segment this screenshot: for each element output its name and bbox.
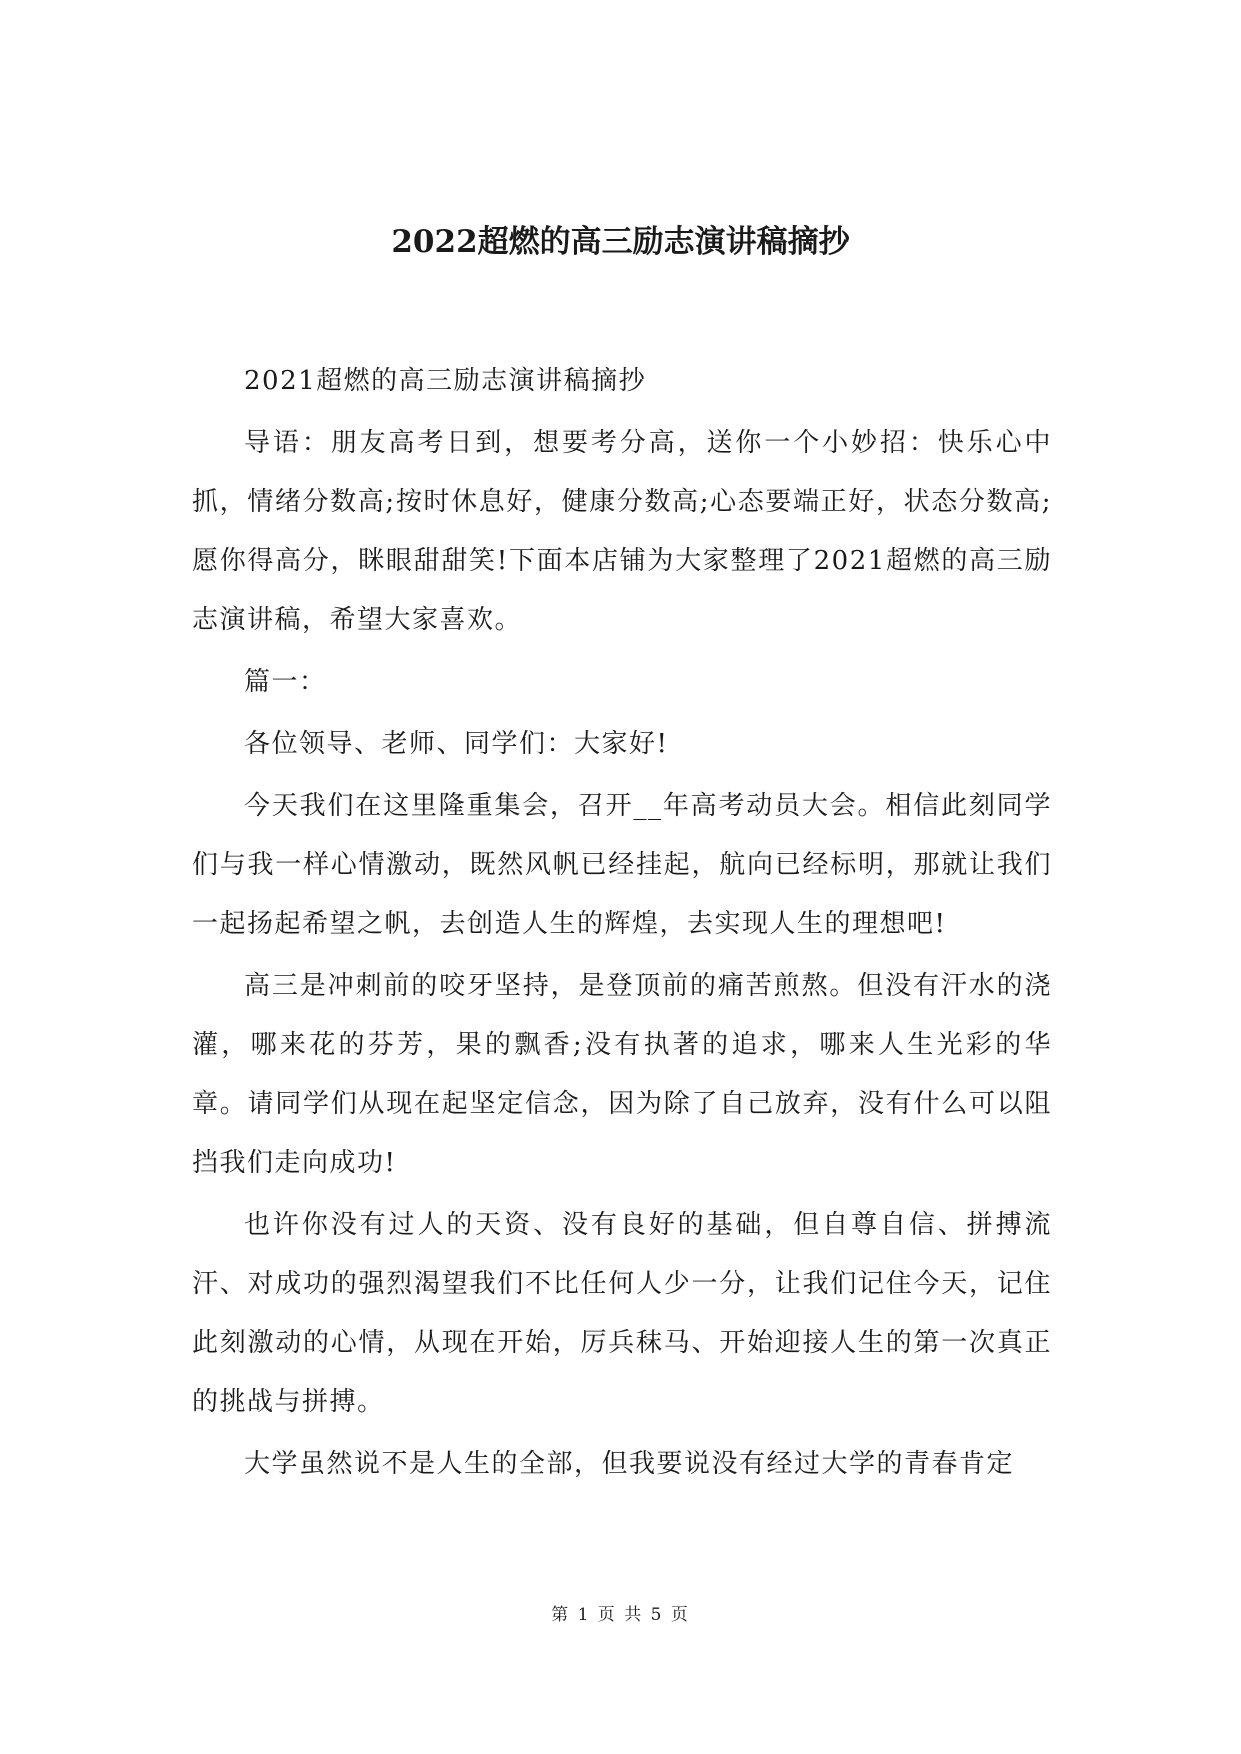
paragraph-body: 今天我们在这里隆重集会，召开__年高考动员大会。相信此刻同学们与我一样心情激动，既然风帆已经挂起，航向已经标明，那就让我们一起扬起希望之帆，去创造人生的辉煌，去实现人生的理想吧!: [192, 791, 1052, 939]
paragraph-intro: 导语：朋友高考日到，想要考分高，送你一个小妙招：快乐心中抓，情绪分数高;按时休息好，健康分数高;心态要端正好，状态分数高;愿你得高分，眯眼甜甜笑!下面本店铺为大家整理了2021超燃的高三励志演讲稿，希望大家喜欢。: [192, 428, 1052, 635]
paragraph-greeting: 各位领导、老师、同学们：大家好!: [244, 729, 669, 759]
paragraph-body: 也许你没有过人的天资、没有良好的基础，但自尊自信、拼搏流汗、对成功的强烈渴望我们不比任何人少一分，让我们记住今天，记住此刻激动的心情，从现在开始，厉兵秣马、开始迎接人生的第一次真正的挑战与拼搏。: [192, 1210, 1052, 1417]
paragraph-subtitle: 2021超燃的高三励志演讲稿摘抄: [244, 366, 647, 396]
document-body: [192, 352, 1052, 1497]
paragraph-section-heading: 篇一：: [244, 667, 327, 697]
document-title: 2022超燃的高三励志演讲稿摘抄: [391, 224, 850, 260]
paragraph-body: 大学虽然说不是人生的全部，但我要说没有经过大学的青春肯定: [244, 1449, 1015, 1479]
paragraph-body: 高三是冲刺前的咬牙坚持，是登顶前的痛苦煎熬。但没有汗水的浇灌，哪来花的芬芳，果的飘香;没有执著的追求，哪来人生光彩的华章。请同学们从现在起坚定信念，因为除了自己放弃，没有什么可以阻挡我们走向成功!: [192, 971, 1052, 1178]
page-number-footer: 第 1 页 共 5 页: [551, 1605, 690, 1625]
